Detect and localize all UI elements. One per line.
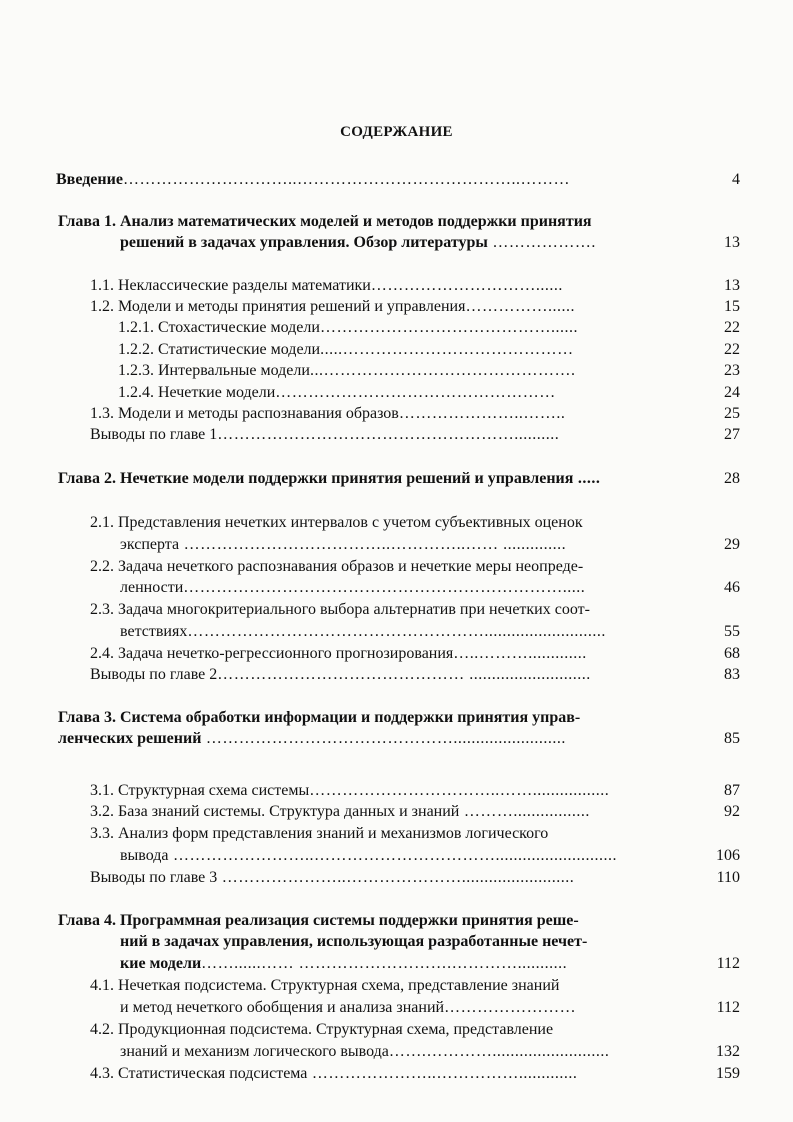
- toc-page: 112: [716, 955, 740, 972]
- toc-entry: 3.2. База знаний системы. Структура данных и знаний ……….................: [90, 803, 590, 820]
- page-title: СОДЕРЖАНИЕ: [340, 124, 453, 140]
- toc-entry: Выводы по главе 3 …………………..………………….........................: [90, 869, 575, 886]
- toc-page: 22: [724, 319, 740, 336]
- toc-entry-chapter-3-cont: ленческих решений ……………………………………….........................: [58, 730, 566, 747]
- toc-entry: 2.1. Представления нечетких интервалов с учетом субъективных оценок: [90, 514, 583, 531]
- toc-entry: 3.3. Анализ форм представления знаний и механизмов логического: [90, 825, 549, 842]
- toc-entry-chapter-4-cont: ний в задачах управления, использующая разработанные нечет-: [120, 933, 588, 950]
- toc-entry-chapter-4: Глава 4. Программная реализация системы поддержки принятия реше-: [58, 912, 579, 929]
- toc-page: 132: [716, 1043, 740, 1060]
- toc-page: 13: [724, 277, 740, 294]
- toc-entry-cont: знаний и механизм логического вывода…….…………..........................: [120, 1043, 610, 1060]
- toc-page: 85: [724, 730, 740, 747]
- toc-entry-chapter-1: Глава 1. Анализ математических моделей и методов поддержки принятия: [58, 213, 592, 230]
- toc-page: 22: [724, 341, 740, 358]
- toc-page: 29: [724, 536, 740, 553]
- toc-entry: 2.2. Задача нечеткого распознавания образов и нечеткие меры неопреде-: [90, 558, 584, 575]
- toc-entry: 1.2.4. Нечеткие модели……………………………………………: [118, 384, 556, 401]
- toc-page: 4: [732, 171, 740, 188]
- toc-entry: Выводы по главе 2……………………………………… ...........................: [90, 666, 591, 683]
- toc-page: 13: [724, 234, 740, 251]
- toc-page: 112: [716, 999, 740, 1016]
- toc-page: 159: [716, 1065, 740, 1082]
- toc-entry: 1.2.1. Стохастические модели……………………………………......: [118, 319, 578, 336]
- toc-page: 106: [716, 847, 740, 864]
- toc-entry-chapter-4-cont2: кие модели……......…… ……………………….…………...........: [120, 955, 568, 972]
- toc-entry-chapter-3: Глава 3. Система обработки информации и поддержки принятия управ-: [58, 709, 581, 726]
- toc-entry: 2.3. Задача многокритериального выбора альтернатив при нечетких соот-: [90, 601, 590, 618]
- toc-page: 25: [724, 405, 740, 422]
- toc-entry: 2.4. Задача нечетко-регрессионного прогнозирования…..……….............: [90, 645, 587, 662]
- toc-page: 28: [724, 470, 740, 487]
- toc-entry-cont: и метод нечеткого обобщения и анализа знаний……………………: [120, 999, 577, 1016]
- toc-entry: 1.1. Неклассические разделы математики…………………………......: [90, 277, 563, 294]
- toc-page: 92: [724, 803, 740, 820]
- toc-entry-intro: Введение…………………………..…………………………………..………: [56, 171, 570, 188]
- toc-entry: 1.2.3. Интервальные модели...……………………………………….: [118, 362, 576, 379]
- toc-entry-cont: вывода ……………………..……………………………...........................: [120, 847, 618, 864]
- toc-page: 87: [724, 782, 740, 799]
- toc-page: 55: [724, 623, 740, 640]
- toc-entry: 4.2. Продукционная подсистема. Структурная схема, представление: [90, 1021, 554, 1038]
- toc-page: 15: [724, 298, 740, 315]
- toc-entry-cont: эксперта ………………………………..…………..…… ..............: [120, 536, 567, 553]
- toc-entry-chapter-2: Глава 2. Нечеткие модели поддержки принятия решений и управления .....: [58, 470, 601, 487]
- toc-entry: Выводы по главе 1………………………………………………..........: [90, 426, 560, 443]
- toc-entry-chapter-1-cont: решений в задачах управления. Обзор литературы ……………….: [120, 234, 596, 251]
- toc-entry: 4.1. Нечеткая подсистема. Структурная схема, представление знаний: [90, 977, 560, 994]
- toc-entry: 1.2.2. Статистические модели.....……………………………………: [118, 341, 574, 358]
- toc-entry: 1.3. Модели и методы распознавания образов…………………..……..: [90, 405, 566, 422]
- toc-entry-cont: ветствиях………………………………………………...........................: [120, 623, 606, 640]
- toc-page: 110: [716, 869, 740, 886]
- toc-page: 23: [724, 362, 740, 379]
- toc-entry-cont: ленности…………………………………………………………….....: [120, 579, 586, 596]
- toc-page: 46: [724, 579, 740, 596]
- toc-page: 27: [724, 426, 740, 443]
- toc-entry: 4.3. Статистическая подсистема …………………..…………….............: [90, 1065, 578, 1082]
- toc-page: 24: [724, 384, 740, 401]
- toc-page: 68: [724, 645, 740, 662]
- toc-page: 83: [724, 666, 740, 683]
- toc-entry: 3.1. Структурная схема системы……………………………..…….................: [90, 782, 610, 799]
- toc-entry: 1.2. Модели и методы принятия решений и управления……………......: [90, 298, 575, 315]
